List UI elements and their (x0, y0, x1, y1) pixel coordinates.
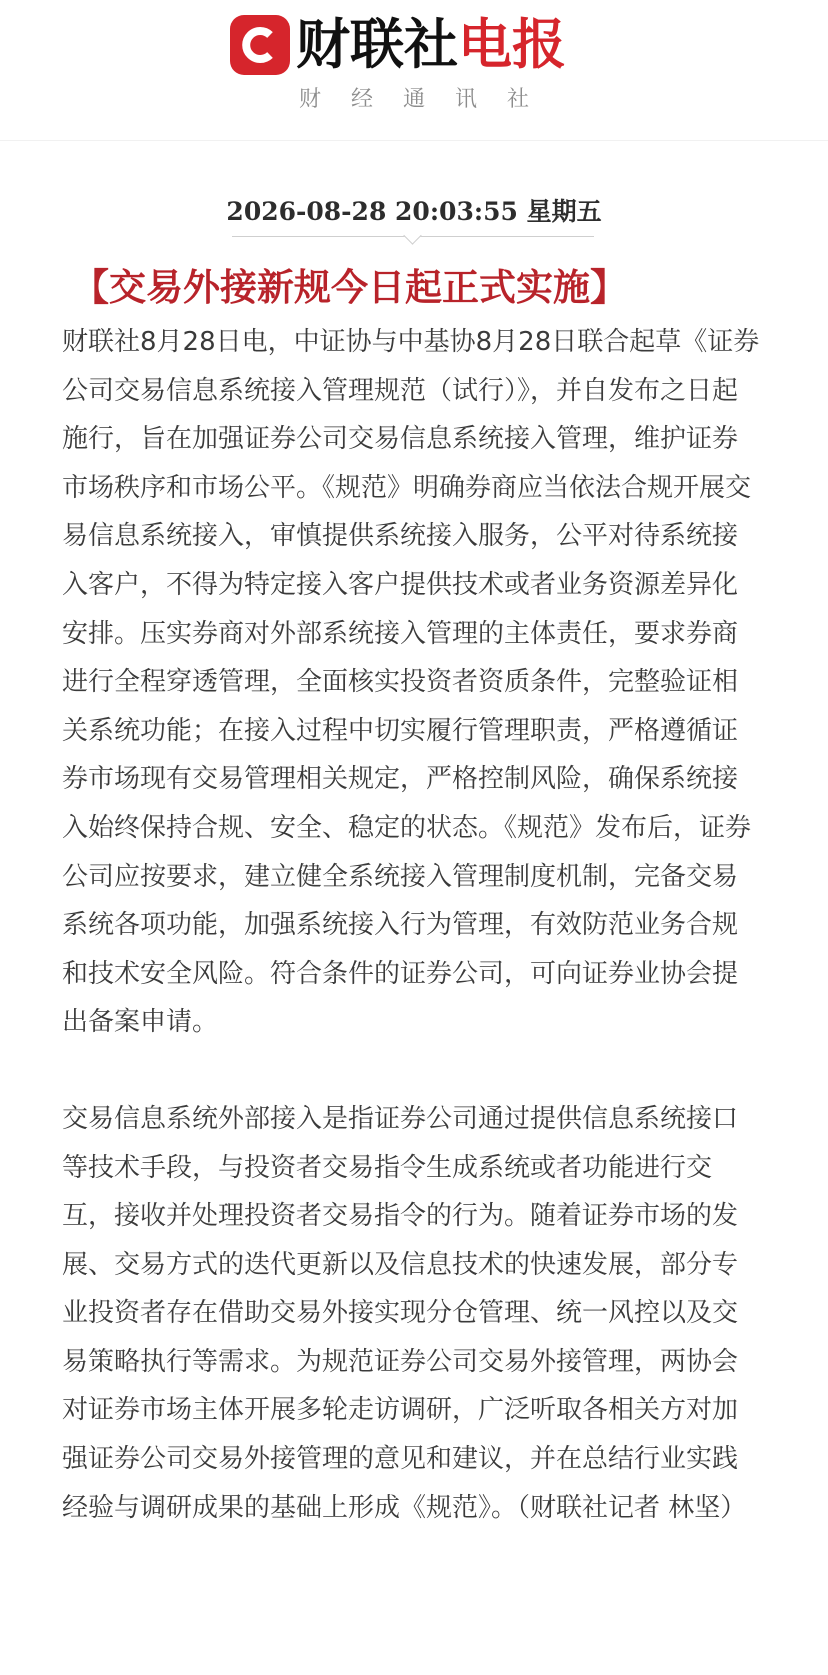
logo-text-red: 电报 (458, 13, 566, 76)
page-header (0, 0, 828, 141)
divider-notch-icon (403, 226, 421, 244)
article-body (62, 318, 762, 1532)
article-paragraph: 交易信息系统外部接入是指证券公司通过提供信息系统接口等技术手段，与投资者交易指令生成系统或者功能进行交互，接收并处理投资者交易指令的行为。随着证券市场的发展、交易方式的迭代更新以及信息技术的快速发展，部分专业投资者存在借助交易外接实现分仓管理、统一风控以及交易策略执行等需求。为规范证券公司交易外接管理，两协会对证券市场主体开展多轮走访调研，广泛听取各相关方对加强证券公司交易外接管理的意见和建议，并在总结行业实践经验与调研成果的基础上形成《规范》。（财联社记者 林坚） (62, 1103, 747, 1523)
publish-datetime: 2026-08-28 20:03:55 星期五 (226, 197, 602, 226)
logo-text-black: 财联社 (296, 13, 458, 76)
article-headline: 【交易外接新规今日起正式实施】 (72, 265, 627, 309)
logo-c-icon (230, 15, 290, 75)
brand-logo[interactable] (230, 12, 566, 78)
c-letter-icon (240, 25, 280, 65)
article-paragraph: 财联社8月28日电，中证协与中基协8月28日联合起草《证券公司交易信息系统接入管理规范（试行）》，并自发布之日起施行，旨在加强证券公司交易信息系统接入管理，维护证券市场秩序和市场公平。《规范》明确券商应当依法合规开展交易信息系统接入，审慎提供系统接入服务，公平对待系统接入客户，不得为特定接入客户提供技术或者业务资源差异化安排。压实券商对外部系统接入管理的主体责任，要求券商进行全程穿透管理，全面核实投资者资质条件，完整验证相关系统功能；在接入过程中切实履行管理职责，严格遵循证券市场现有交易管理相关规定，严格控制风险，确保系统接入始终保持合规、安全、稳定的状态。《规范》发布后，证券公司应按要求，建立健全系统接入管理制度机制，完备交易系统各项功能，加强系统接入行为管理，有效防范业务合规和技术安全风险。符合条件的证券公司，可向证券业协会提出备案申请。 (62, 327, 760, 1038)
tagline: 财经通讯社 (298, 87, 559, 112)
logo-wordmark (296, 12, 566, 78)
